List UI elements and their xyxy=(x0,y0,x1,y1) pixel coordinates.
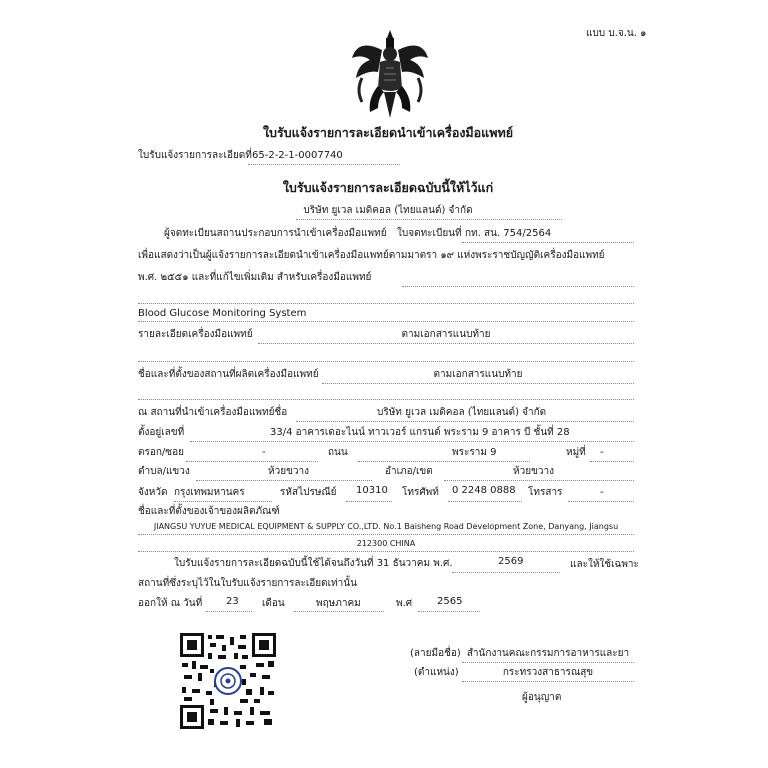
ref-label: ใบรับแจ้งรายการละเอียดที่ xyxy=(138,150,252,161)
form-code: แบบ บ.จ.น. ๑ xyxy=(586,28,647,39)
statement-line-1: เพื่อแสดงว่าเป็นผู้แจ้งรายการละเอียดนำเข้าเครื่องมือแพทย์ตามมาตรา ๑๙ แห่งพระราชบัญญัติเครื่องมือแพทย์ xyxy=(138,250,605,261)
moo-label: หมู่ที่ xyxy=(566,447,586,458)
owner-label: ชื่อและที่ตั้งของเจ้าของผลิตภัณฑ์ xyxy=(138,506,280,517)
garuda-emblem-icon xyxy=(348,28,432,120)
province-value: กรุงเทพมหานคร xyxy=(174,487,245,498)
validity-tail: และให้ใช้เฉพาะ xyxy=(570,559,639,570)
owner-line-2: 212300 CHINA xyxy=(356,539,416,548)
mfg-site-line xyxy=(322,383,634,384)
fax-value: - xyxy=(600,487,604,498)
reg-text: ผู้จดทะเบียนสถานประกอบการนำเข้าเครื่องมือแพทย์ xyxy=(164,228,387,239)
issued-year: 2565 xyxy=(437,596,463,607)
detail-label: รายละเอียดเครื่องมือแพทย์ xyxy=(138,329,253,340)
device-line xyxy=(138,321,634,322)
subdistrict-label: ตำบล/แขวง xyxy=(138,466,190,477)
owner-dot-line-2 xyxy=(138,551,634,552)
road-line xyxy=(358,461,530,462)
fax-label: โทรสาร xyxy=(528,487,563,498)
owner-line-1: JIANGSU YUYUE MEDICAL EQUIPMENT & SUPPLY CO.,LTD. No.1 Baisheng Road Development Zone, Danyang, Jiangsu xyxy=(153,522,619,531)
phone-label: โทรศัพท์ xyxy=(402,487,439,498)
company-name: บริษัท ยูเวล เมดิคอล (ไทยแลนด์) จำกัด xyxy=(303,205,473,216)
issued-month: พฤษภาคม xyxy=(316,598,361,609)
device-name: Blood Glucose Monitoring System xyxy=(138,308,307,319)
reg-no-label: ใบจดทะเบียนที่ xyxy=(397,228,462,239)
year-label: พ.ศ xyxy=(396,598,413,609)
document-title: ใบรับแจ้งรายการละเอียดนำเข้าเครื่องมือแพทย์ xyxy=(262,125,514,140)
signature-value: สำนักงานคณะกรรมการอาหารและยา xyxy=(466,648,630,659)
mfg-blank-line xyxy=(138,399,634,400)
moo-value: - xyxy=(600,447,604,458)
issued-day: 23 xyxy=(226,596,239,607)
position-value: กระทรวงสาธารณสุข xyxy=(502,667,594,678)
detail-line xyxy=(258,343,634,344)
alley-value: - xyxy=(262,447,266,458)
signature-label: (ลายมือชื่อ) xyxy=(410,648,461,659)
owner-dot-line-1 xyxy=(138,534,634,535)
phone-line xyxy=(448,501,522,502)
alley-line xyxy=(186,461,318,462)
import-site-label: ณ สถานที่นำเข้าเครื่องมือแพทย์ชื่อ xyxy=(138,407,288,418)
issued-day-line xyxy=(206,611,252,612)
validity-year-line xyxy=(452,572,560,573)
road-value: พระราม 9 xyxy=(452,447,497,458)
postcode-label: รหัสไปรษณีย์ xyxy=(280,487,337,498)
fax-line xyxy=(568,501,634,502)
road-label: ถนน xyxy=(328,447,348,458)
import-site-value: บริษัท ยูเวล เมดิคอล (ไทยแลนด์) จำกัด xyxy=(377,407,547,418)
ref-number: 65-2-2-1-0007740 xyxy=(252,150,343,161)
postcode-line xyxy=(346,501,392,502)
issued-year-line xyxy=(418,611,480,612)
issued-month-line xyxy=(294,611,384,612)
detail-value: ตามเอกสารแนบท้าย xyxy=(401,329,491,340)
alley-label: ตรอก/ซอย xyxy=(138,447,184,458)
validity-line-2: สถานที่ซึ่งระบุไว้ในใบรับแจ้งรายการละเอียดเท่านั้น xyxy=(138,578,357,589)
position-line xyxy=(462,681,634,682)
district-label: อำเภอ/เขต xyxy=(385,466,433,477)
address-label: ตั้งอยู่เลขที่ xyxy=(138,427,185,438)
validity-year: 2569 xyxy=(498,556,524,567)
reg-no: กท. สน. 754/2564 xyxy=(465,228,552,239)
province-line xyxy=(174,501,272,502)
mfg-site-value: ตามเอกสารแนบท้าย xyxy=(433,369,523,380)
district-line xyxy=(444,480,634,481)
province-label: จังหวัด xyxy=(138,487,168,498)
signature-line xyxy=(462,662,634,663)
month-label: เดือน xyxy=(262,598,285,609)
moo-line xyxy=(590,461,634,462)
validity-text: ใบรับแจ้งรายการละเอียดฉบับนี้ใช้ได้จนถึงวันที่ 31 ธันวาคม พ.ศ. xyxy=(174,558,453,569)
reg-no-line xyxy=(462,242,634,243)
company-line xyxy=(296,219,562,220)
district-value: ห้วยขวาง xyxy=(513,466,555,477)
address-value: 33/4 อาคารเดอะไนน์ ทาวเวอร์ แกรนด์ พระราม 9 อาคาร บี ชั้นที่ 28 xyxy=(270,427,570,438)
address-line xyxy=(190,441,634,442)
mfg-site-label: ชื่อและที่ตั้งของสถานที่ผลิตเครื่องมือแพทย์ xyxy=(138,369,319,380)
subtitle: ใบรับแจ้งรายการละเอียดฉบับนี้ให้ไว้แก่ xyxy=(282,180,494,195)
subdistrict-value: ห้วยขวาง xyxy=(268,466,310,477)
statement-line-2: พ.ศ. ๒๕๕๑ และที่แก้ไขเพิ่มเติม สำหรับเครื่องมือแพทย์ xyxy=(138,272,372,283)
issued-label: ออกให้ ณ วันที่ xyxy=(138,598,203,609)
blank-line xyxy=(138,303,634,304)
position-label: (ตำแหน่ง) xyxy=(414,667,459,678)
subdistrict-line xyxy=(196,480,372,481)
postcode-value: 10310 xyxy=(356,485,388,496)
ref-line xyxy=(248,164,400,165)
import-site-line xyxy=(296,421,634,422)
qr-code-icon xyxy=(180,633,276,729)
detail-blank-line xyxy=(138,361,634,362)
statement-line xyxy=(402,286,634,287)
authorizer: ผู้อนุญาต xyxy=(522,692,562,703)
phone-value: 0 2248 0888 xyxy=(452,485,516,496)
